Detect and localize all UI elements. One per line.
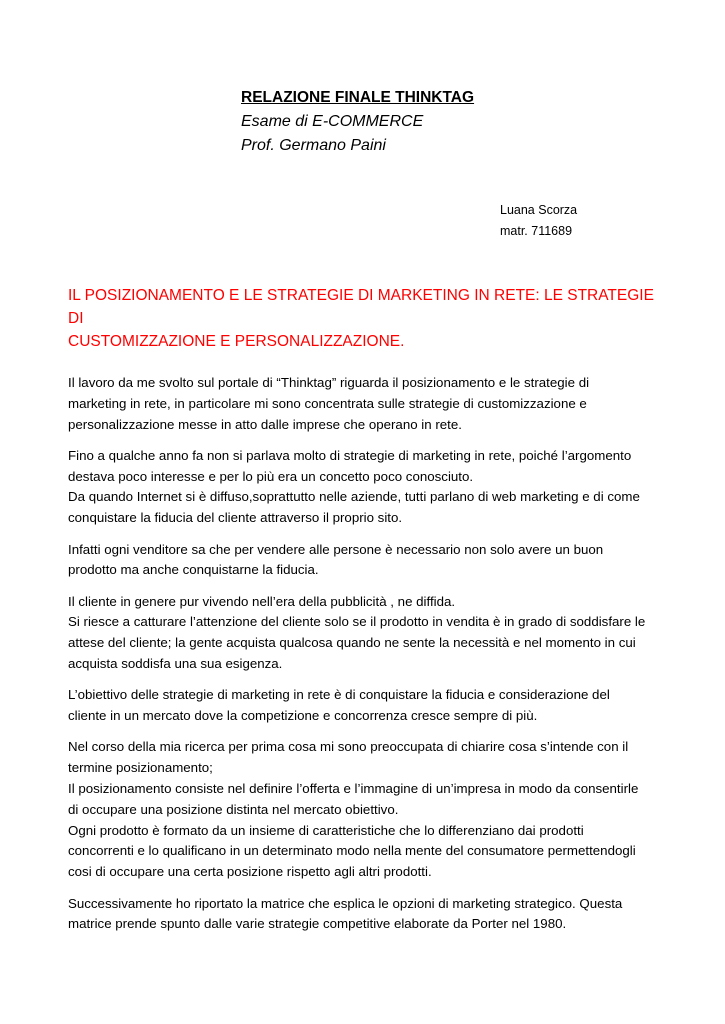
paragraph-line: Si riesce a catturare l’attenzione del cliente solo se il prodotto in vendita è in grado di soddisfare le bbox=[68, 614, 646, 630]
paragraph-line: personalizzazione messe in atto dalle imprese che operano in rete. bbox=[68, 416, 462, 432]
section-heading-line: IL POSIZIONAMENTO E LE STRATEGIE DI MARKETING IN RETE: LE STRATEGIE DI bbox=[68, 287, 654, 327]
document-header bbox=[241, 86, 474, 158]
report-title: RELAZIONE FINALE THINKTAG bbox=[241, 89, 475, 106]
author-name: Luana Scorza bbox=[500, 203, 578, 217]
body-paragraph bbox=[68, 592, 668, 675]
paragraph-line: cliente in un mercato dove la competizione e concorrenza cresce sempre di più. bbox=[68, 708, 538, 724]
paragraph-line: Successivamente ho riportato la matrice che esplica le opzioni di marketing strategico. Questa bbox=[68, 895, 623, 911]
paragraph-line: di occupare una posizione distinta nel mercato obiettivo. bbox=[68, 801, 399, 817]
body-paragraph bbox=[68, 446, 668, 529]
body-paragraph bbox=[68, 540, 668, 582]
paragraph-line: acquista soddisfa una sua esigenza. bbox=[68, 656, 283, 672]
section-heading-line: CUSTOMIZZAZIONE E PERSONALIZZAZIONE. bbox=[68, 333, 405, 350]
paragraph-line: Da quando Internet si è diffuso,soprattutto nelle aziende, tutti parlano di web marketing e di come bbox=[68, 489, 640, 505]
paragraph-line: concorrenti e lo qualificano in un determinato modo nella mente del consumatore permettendogli bbox=[68, 843, 636, 859]
body-paragraph bbox=[68, 373, 668, 435]
author-matricola: matr. 711689 bbox=[500, 224, 573, 238]
paragraph-line: Il lavoro da me svolto sul portale di “Thinktag” riguarda il posizionamento e le strategie di bbox=[68, 375, 590, 390]
body-paragraph bbox=[68, 737, 668, 883]
paragraph-line: termine posizionamento; bbox=[68, 760, 213, 776]
paragraph-line: Ogni prodotto è formato da un insieme di caratteristiche che lo differenziano dai prodotti bbox=[68, 822, 584, 838]
paragraph-line: matrice prende spunto dalle varie strategie competitive elaborate da Porter nel 1980. bbox=[68, 916, 567, 932]
professor-name: Prof. Germano Paini bbox=[241, 137, 386, 154]
paragraph-line: conquistare la fiducia del cliente attraverso il proprio sito. bbox=[68, 510, 403, 526]
author-block bbox=[500, 200, 577, 242]
paragraph-line: Il posizionamento consiste nel definire l’offerta e l’immagine di un’impresa in modo da consentirle bbox=[68, 781, 639, 797]
paragraph-line: attese del cliente; la gente acquista qualcosa quando ne sente la necessità e nel momento in cui bbox=[68, 635, 636, 651]
paragraph-line: L’obiettivo delle strategie di marketing in rete è di conquistare la fiducia e considerazione del bbox=[68, 687, 610, 703]
body-paragraph bbox=[68, 894, 668, 936]
section-heading bbox=[68, 284, 658, 353]
body-paragraph bbox=[68, 685, 668, 727]
paragraph-line: destava poco interesse e per lo più era un concetto poco conosciuto. bbox=[68, 468, 474, 484]
paragraph-line: cosi di occupare una certa posizione rispetto agli altri prodotti. bbox=[68, 864, 432, 880]
paragraph-line: Fino a qualche anno fa non si parlava molto di strategie di marketing in rete, poiché l’argomento bbox=[68, 447, 632, 463]
exam-subtitle: Esame di E-COMMERCE bbox=[241, 113, 424, 130]
body-text bbox=[68, 373, 668, 946]
paragraph-line: marketing in rete, in particolare mi sono concentrata sulle strategie di customizzazione e bbox=[68, 395, 587, 411]
paragraph-line: Il cliente in genere pur vivendo nell’era della pubblicità , ne diffida. bbox=[68, 593, 456, 609]
paragraph-line: prodotto ma anche conquistarne la fiducia. bbox=[68, 562, 319, 578]
paragraph-line: Infatti ogni venditore sa che per vendere alle persone è necessario non solo avere un buon bbox=[68, 541, 604, 557]
paragraph-line: Nel corso della mia ricerca per prima cosa mi sono preoccupata di chiarire cosa s’intende con il bbox=[68, 739, 629, 755]
